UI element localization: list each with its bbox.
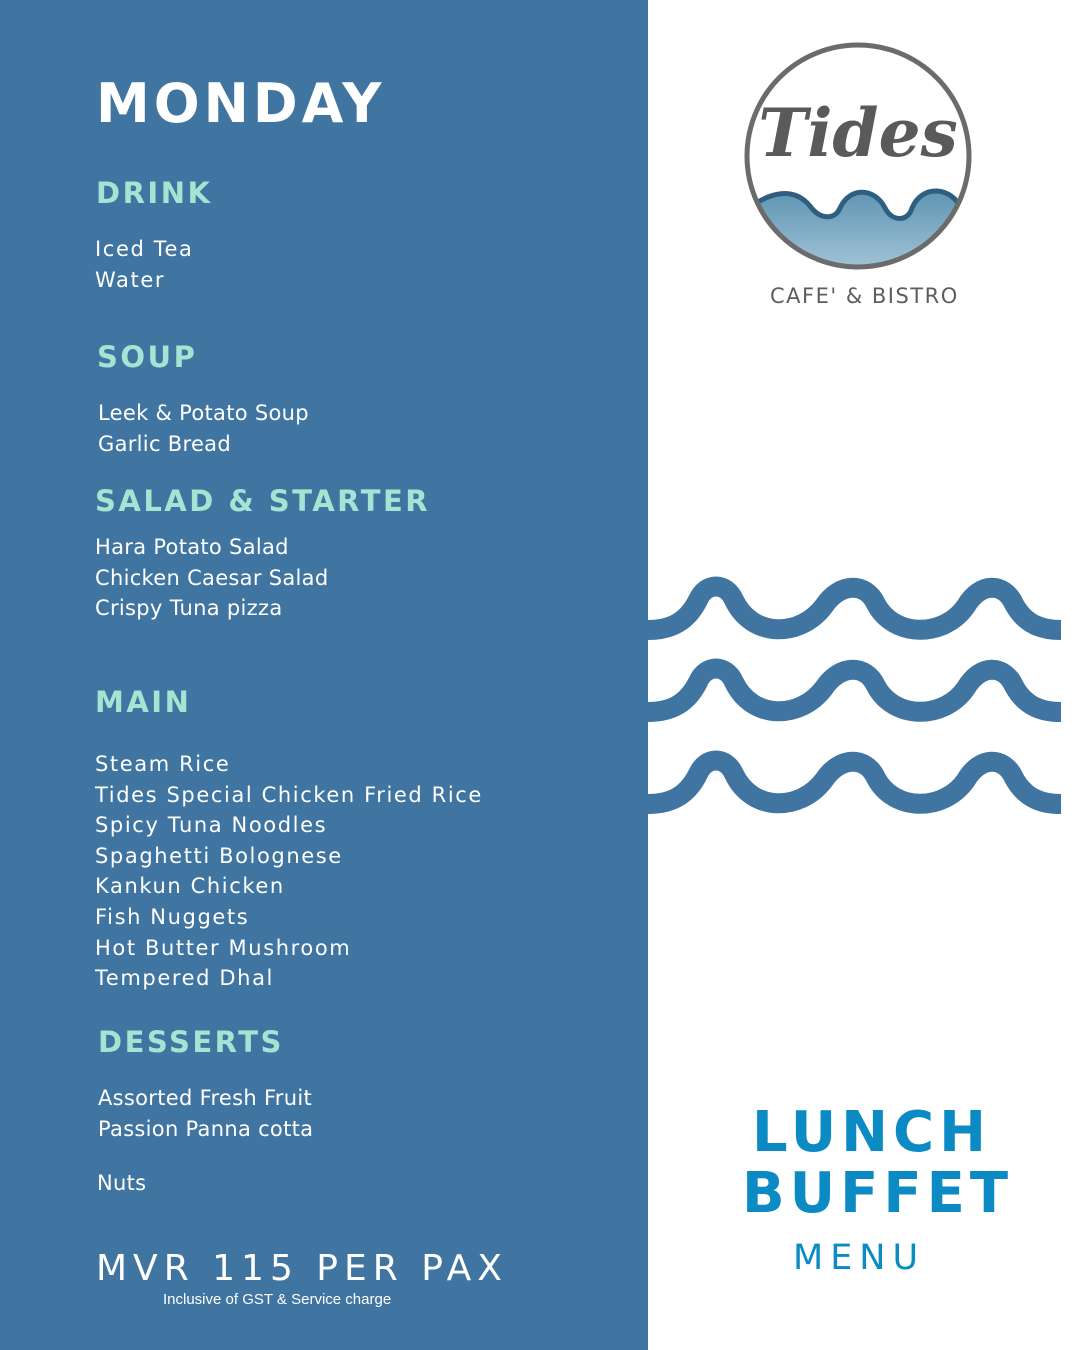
- menu-item: Iced Tea: [95, 237, 194, 261]
- day-title: MONDAY: [96, 72, 386, 135]
- menu-item: Water: [95, 267, 166, 292]
- title-buffet: BUFFET: [742, 1161, 1014, 1226]
- desserts-extra: [97, 1168, 146, 1199]
- menu-item: Tempered Dhal: [95, 966, 274, 991]
- section-heading-soup: SOUP: [97, 340, 198, 374]
- svg-text:Tides: Tides: [758, 94, 958, 172]
- menu-item: Crispy Tuna pizza: [95, 596, 283, 621]
- tides-logo-icon: [740, 38, 980, 278]
- section-heading-drink: DRINK: [96, 176, 213, 210]
- price-note: Inclusive of GST & Service charge: [163, 1291, 392, 1308]
- desserts-list: [98, 1083, 313, 1144]
- menu-item: Spicy Tuna Noodles: [95, 813, 328, 838]
- salad-list: [95, 532, 328, 624]
- main-list: [95, 749, 483, 994]
- menu-item: Garlic Bread: [98, 431, 231, 456]
- menu-item: Passion Panna cotta: [98, 1116, 314, 1141]
- soup-list: [98, 398, 309, 459]
- menu-item: Assorted Fresh Fruit: [98, 1086, 313, 1110]
- section-heading-main: MAIN: [95, 685, 192, 719]
- price-label: MVR 115 PER PAX: [96, 1248, 508, 1289]
- title-lunch: LUNCH: [752, 1100, 991, 1165]
- menu-item: Kankun Chicken: [95, 874, 285, 899]
- menu-item: Tides Special Chicken Fried Rice: [95, 782, 483, 807]
- menu-item: Chicken Caesar Salad: [95, 565, 329, 590]
- logo-subtitle: CAFE' & BISTRO: [770, 284, 959, 308]
- menu-item: Hara Potato Salad: [95, 535, 289, 559]
- menu-item: Leek & Potato Soup: [98, 401, 309, 425]
- menu-item: Hot Butter Mushroom: [95, 935, 352, 960]
- menu-item: Spaghetti Bolognese: [95, 843, 343, 868]
- menu-item: Nuts: [97, 1171, 147, 1195]
- section-heading-salad-starter: SALAD & STARTER: [95, 484, 431, 518]
- waves-icon: [648, 560, 1061, 830]
- title-menu: MENU: [793, 1238, 926, 1278]
- menu-item: Steam Rice: [95, 752, 231, 776]
- section-heading-desserts: DESSERTS: [98, 1025, 284, 1059]
- menu-item: Fish Nuggets: [95, 904, 250, 929]
- drink-list: [95, 234, 194, 295]
